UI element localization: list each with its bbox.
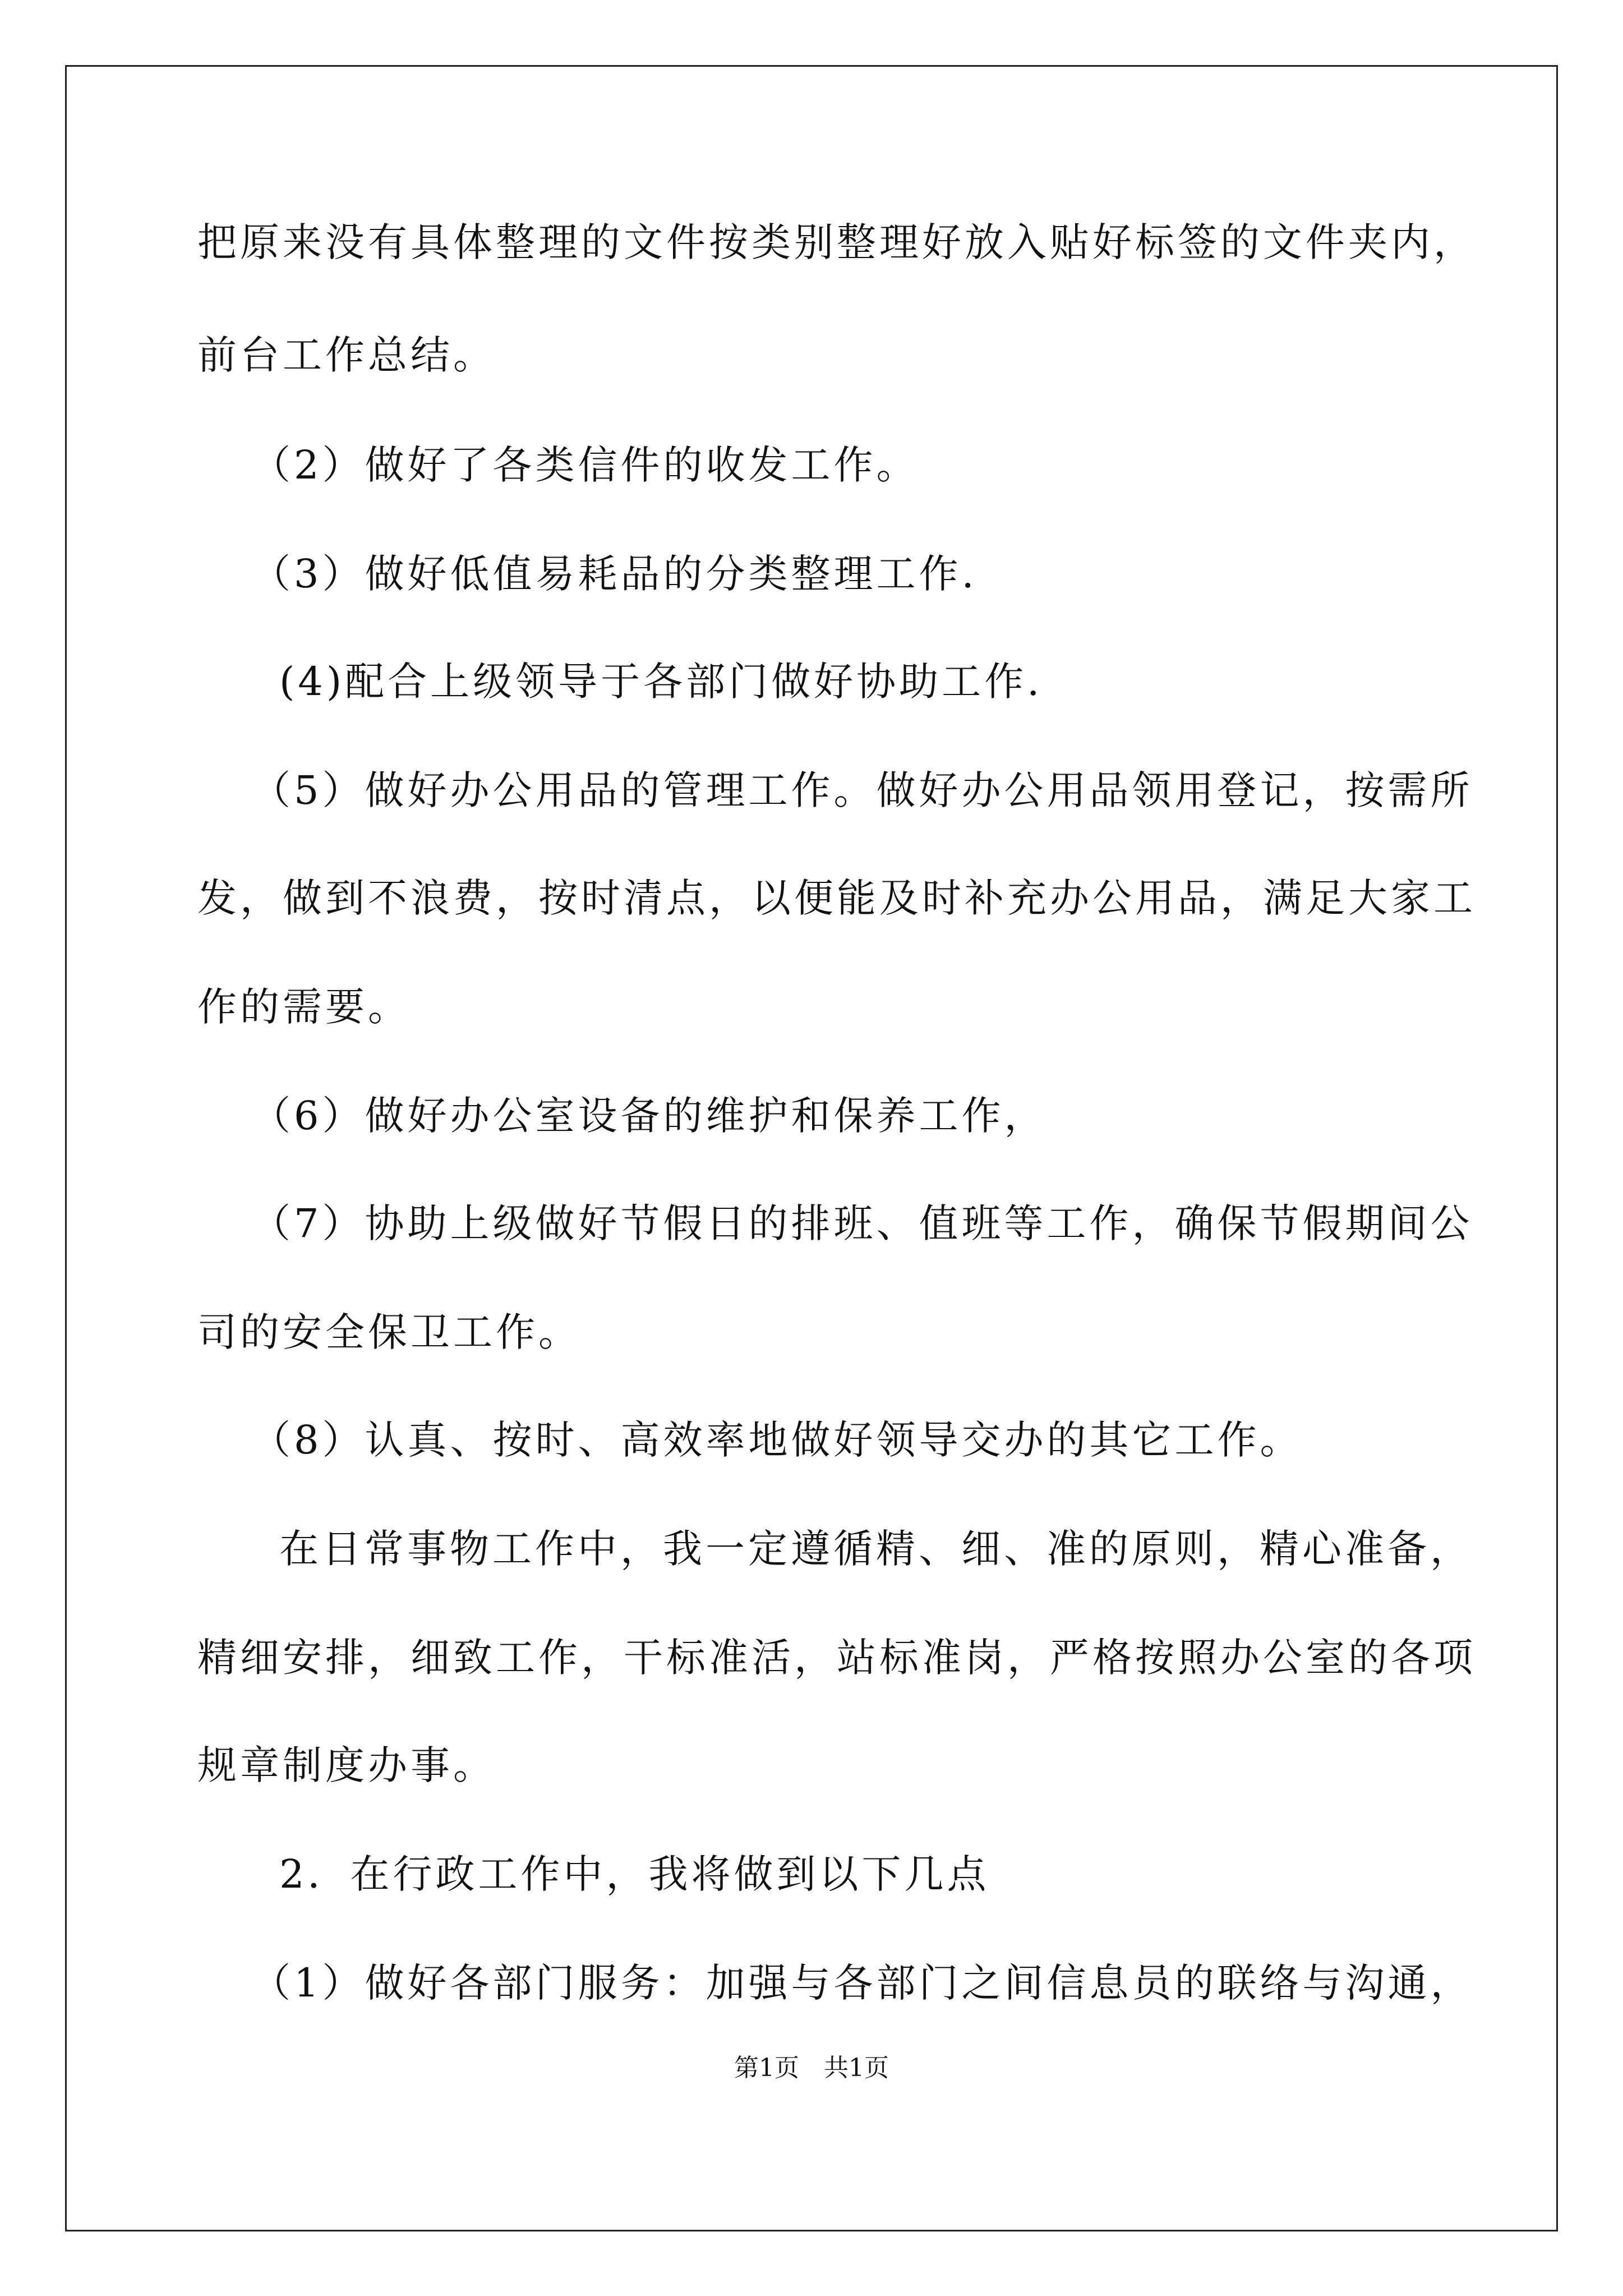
page-number-footer: 第1页 共1页: [734, 2054, 889, 2082]
text-line: （8）认真、按时、高效率地做好领导交办的其它工作。: [251, 1417, 1303, 1463]
text-line: 把原来没有具体整理的文件按类别整理好放入贴好标签的文件夹内，: [197, 219, 1476, 265]
page-border: [65, 65, 1558, 2231]
text-line: (4)配合上级领导于各部门做好协助工作.: [279, 659, 1043, 705]
text-line: （3）做好低值易耗品的分类整理工作.: [251, 551, 978, 597]
text-line: （7）协助上级做好节假日的排班、值班等工作，确保节假期间公: [251, 1200, 1473, 1246]
text-line: 2．在行政工作中，我将做到以下几点: [279, 1851, 990, 1897]
text-line: （1）做好各部门服务：加强与各部门之间信息员的联络与沟通，: [251, 1960, 1473, 2006]
text-line: （5）做好办公用品的管理工作。做好办公用品领用登记，按需所: [251, 767, 1473, 813]
text-line: 规章制度办事。: [197, 1742, 496, 1788]
text-line: 在日常事物工作中，我一定遵循精、细、准的原则，精心准备，: [279, 1526, 1473, 1572]
text-line: 发，做到不浪费，按时清点，以便能及时补充办公用品，满足大家工: [197, 875, 1476, 921]
text-line: （2）做好了各类信件的收发工作。: [251, 442, 919, 488]
text-line: 作的需要。: [197, 984, 411, 1030]
text-line: 司的安全保卫工作。: [197, 1309, 581, 1355]
text-line: 精细安排，细致工作，干标准活，站标准岗，严格按照办公室的各项: [197, 1635, 1476, 1681]
text-line: （6）做好办公室设备的维护和保养工作，: [251, 1093, 1047, 1139]
text-line: 前台工作总结。: [197, 332, 496, 378]
